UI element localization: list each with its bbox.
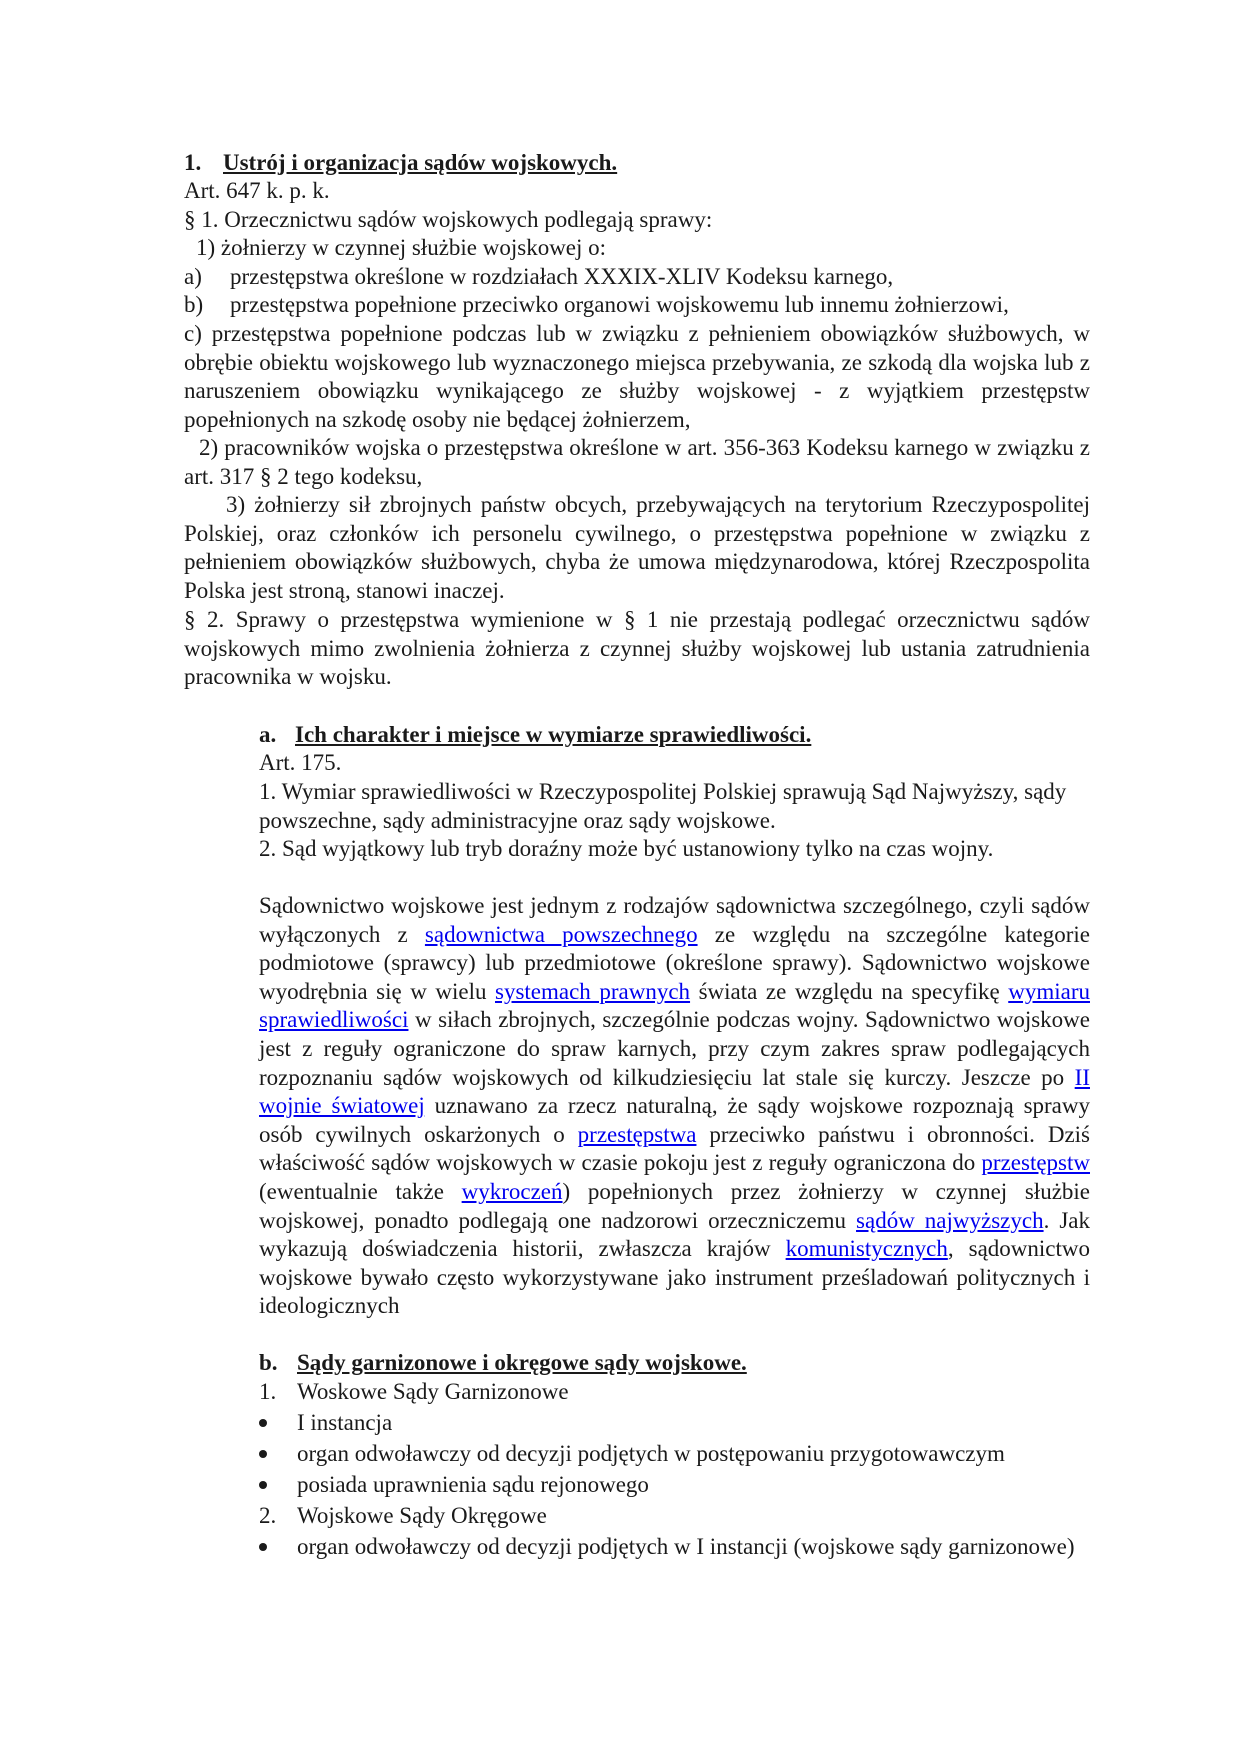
bullet-icon [259,1481,267,1489]
section-1-number: 1. [184,150,202,175]
text-run: ze względu na szczególne kategorie podmiotowe (sprawcy) lub przedmiotowe (określone sprawy). Sądownictwo wojskowe wyodrębnia się w wielu [259,921,1090,1004]
bullet-icon [259,1419,267,1427]
link-komunistycznych[interactable]: komunistycznych [785,1236,948,1262]
section-1-heading [184,149,618,178]
link-sadownictwo-powszechne[interactable]: sądownictwa powszechnego [424,921,698,947]
military-courts-paragraph [259,892,1090,1321]
numbered-item-2-text: Wojskowe Sądy Okręgowe [297,1503,547,1528]
link-wymiar-sprawiedliwosci[interactable]: wymiaru sprawiedliwości [259,978,1090,1033]
bullet-icon [259,1543,267,1551]
item-a-text: przestępstwa określone w rozdziałach XXXIX-XLIV Kodeksu karnego, [230,264,894,289]
link-przestepstwa[interactable]: przestępstwa [577,1121,697,1147]
bullet-text: organ odwoławczy od decyzji podjętych w I instancji (wojskowe sądy garnizonowe) [297,1534,1075,1559]
art-175-point-2: 2. Sąd wyjątkowy lub tryb doraźny może być ustanowiony tylko na czas wojny. [259,836,994,861]
paragraph-1-intro: § 1. Orzecznictwu sądów wojskowych podlegają sprawy: [184,207,713,232]
section-b-heading [259,1349,747,1378]
bullet-text: posiada uprawnienia sądu rejonowego [297,1472,649,1497]
link-sadow-najwyzszych[interactable]: sądów najwyższych [856,1207,1044,1233]
item-b-text: przestępstwa popełnione przeciwko organowi wojskowemu lub innemu żołnierzowi, [230,292,1009,317]
bullet-text: I instancja [297,1410,393,1435]
numbered-item-2-number: 2. [259,1503,277,1528]
section-b-title: Sądy garnizonowe i okręgowe sądy wojskowe. [297,1350,747,1375]
link-wykroczen[interactable]: wykroczeń [461,1178,563,1204]
point-2: 2) pracowników wojska o przestępstwa określone w art. 356-363 Kodeksu karnego w związku z art. 317 § 2 tego kodeksu, [184,435,1090,489]
numbered-item-2 [259,1502,547,1531]
text-run: , sądownictwo wojskowe bywało często wykorzystywane jako instrument prześladowań politycznych i ideologicznych [259,1236,1090,1319]
link-przestepstw[interactable]: przestępstw [981,1150,1090,1176]
text-run: . Jak wykazują doświadczenia historii, zwłaszcza krajów [259,1207,1090,1262]
link-systemy-prawne[interactable]: systemach prawnych [495,978,691,1004]
point-3: 3) żołnierzy sił zbrojnych państw obcych, przebywających na terytorium Rzeczypospolitej Polskiej, oraz członków ich personelu cywilnego, o przestępstwa popełnione w związku z pełnieniem obowiązków służbowych, chyba że umowa międzynarodowa, której Rzeczpospolita Polska jest stroną, stanowi inaczej. [184,492,1090,603]
paragraph-2: § 2. Sprawy o przestępstwa wymienione w § 1 nie przestają podlegać orzecznictwu sądów wojskowych mimo zwolnienia żołnierza z czynnej służby wojskowej lub ustania zatrudnienia pracownika w wojsku. [184,607,1090,690]
art-175-point-1: 1. Wymiar sprawiedliwości w Rzeczypospolitej Polskiej sprawują Sąd Najwyższy, sądy powszechne, sądy administracyjne oraz sądy wojskowe. [259,779,1067,833]
numbered-item-1-number: 1. [259,1379,277,1404]
numbered-item-1 [259,1378,569,1407]
section-b-letter: b. [259,1350,278,1375]
item-b-label: b) [184,292,204,317]
art-647-label: Art. 647 k. p. k. [184,178,330,203]
section-a-title: Ich charakter i miejsce w wymiarze sprawiedliwości. [295,722,812,747]
text-run: ) popełnionych przez żołnierzy w czynnej służbie wojskowej, ponadto podlegają one nadzorowi orzeczniczemu [259,1178,1090,1233]
text-run: świata ze względu na specyfikę [690,978,1009,1004]
numbered-item-1-text: Woskowe Sądy Garnizonowe [297,1379,569,1404]
link-ii-wojna-swiatowa[interactable]: II wojnie światowej [259,1064,1090,1119]
point-1: 1) żołnierzy w czynnej służbie wojskowej o: [196,235,607,260]
text-run: uznawano za rzecz naturalną, że sądy wojskowe rozpoznają sprawy osób cywilnych oskarżonych o [259,1093,1090,1147]
section-1-title: Ustrój i organizacja sądów wojskowych. [223,150,618,175]
section-a-heading [259,721,812,750]
text-run: w siłach zbrojnych, szczególnie podczas wojny. Sądownictwo wojskowe jest z reguły ograniczone do spraw karnych, przy czym zakres spraw podlegających rozpoznaniu sądów wojskowych od kilkudziesięciu lat stale się kurczy. Jeszcze po [259,1007,1090,1090]
art-175-label: Art. 175. [259,750,342,775]
text-run: przeciwko państwu i obronności. Dziś właściwość sądów wojskowych w czasie pokoju jest z reguły ograniczona do [259,1121,1091,1176]
bullet-item [259,1533,1090,1562]
item-c: c) przestępstwa popełnione podczas lub w związku z pełnieniem obowiązków służbowych, w obrębie obiektu wojskowego lub wyznaczonego miejsca przebywania, ze szkodą dla wojska lub z naruszeniem obowiązku wynikającego ze służby wojskowej - z wyjątkiem przestępstw popełnionych na szkodę osoby nie będącej żołnierzem, [184,321,1090,432]
section-a-letter: a. [259,722,277,747]
bullet-icon [259,1450,267,1458]
text-run: Sądownictwo wojskowe jest jednym z rodzajów sądownictwa szczególnego, czyli sądów wyłączonych z [259,893,1090,947]
item-a-label: a) [184,264,202,289]
text-run: (ewentualnie także [259,1178,462,1204]
bullet-text: organ odwoławczy od decyzji podjętych w postępowaniu przygotowawczym [297,1441,1005,1466]
